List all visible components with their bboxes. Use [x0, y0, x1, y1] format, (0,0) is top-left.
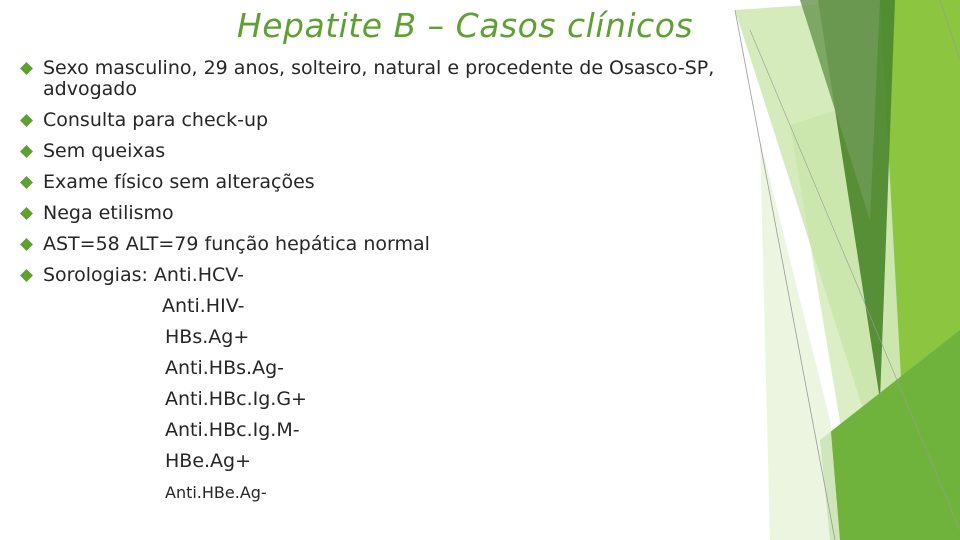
slide-title: Hepatite B – Casos clínicos [236, 6, 694, 45]
bullet-text: Sorologias: Anti.HCV- [43, 264, 245, 286]
bullet-text: Sem queixas [43, 140, 166, 162]
list-item [20, 58, 760, 100]
list-item [20, 110, 760, 131]
list-item [20, 265, 760, 286]
list-item [20, 141, 760, 162]
bullet-text: Exame físico sem alterações [43, 171, 315, 193]
serology-item: Anti.HBs.Ag- [165, 357, 284, 379]
bullet-text: Consulta para check-up [43, 109, 269, 131]
diamond-bullet-icon [20, 269, 33, 282]
diamond-bullet-icon [20, 207, 33, 220]
list-item [20, 172, 760, 193]
serology-results-list [162, 295, 307, 513]
list-item [20, 234, 760, 255]
serology-item: Anti.HBe.Ag- [165, 483, 267, 502]
diamond-bullet-icon [20, 145, 33, 158]
diamond-bullet-icon [20, 176, 33, 189]
diamond-bullet-icon [20, 62, 33, 75]
serology-item: HBe.Ag+ [165, 450, 252, 472]
serology-item: Anti.HBc.Ig.G+ [165, 388, 307, 410]
serology-item: Anti.HIV- [162, 295, 245, 317]
diamond-bullet-icon [20, 114, 33, 127]
serology-item: HBs.Ag+ [165, 326, 250, 348]
list-item [20, 203, 760, 224]
bullet-text: Nega etilismo [43, 202, 174, 224]
case-details-list [20, 58, 760, 296]
bullet-text: Sexo masculino, 29 anos, solteiro, natural e procedente de Osasco-SP, advogado [43, 57, 715, 100]
bullet-text: AST=58 ALT=79 função hepática normal [43, 233, 430, 255]
serology-item: Anti.HBc.Ig.M- [165, 419, 300, 441]
diamond-bullet-icon [20, 238, 33, 251]
